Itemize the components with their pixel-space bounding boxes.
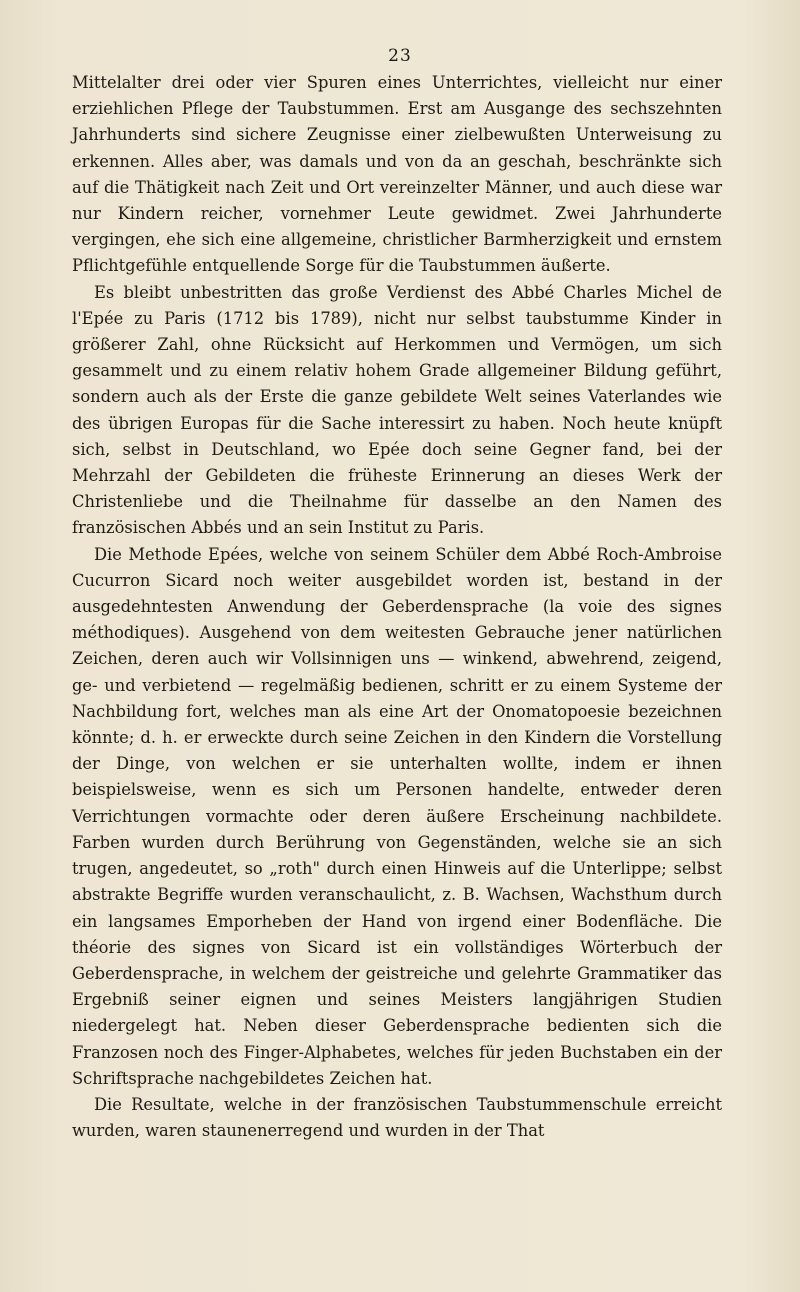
paragraph-1: Mittelalter drei oder vier Spuren eines Unterrichtes, vielleicht nur einer erziehlichen Pflege der Taubstummen. Erst am Ausgange des sechszehnten Jahrhunderts sind sichere Zeugnisse einer zielbewußten Unterweisung zu erkennen. Alles aber, was damals und von da an geschah, beschränkte sich auf die Thätigkeit nach Zeit und Ort vereinzelter Männer, und auch diese war nur Kindern reicher, vornehmer Leute gewidmet. Zwei Jahrhunderte vergingen, ehe sich eine allgemeine, christlicher Barmherzigkeit und ernstem Pflichtgefühle entquellende Sorge für die Taubstummen äußerte. [72,73,722,276]
paragraph-2: Es bleibt unbestritten das große Verdienst des Abbé Charles Michel de l'Epée zu Paris (1712 bis 1789), nicht nur selbst taubstumme Kinder in größerer Zahl, ohne Rücksicht auf Herkommen und Vermögen, um sich gesammelt und zu einem relativ hohem Grade allgemeiner Bildung geführt, sondern auch als der Erste die ganze gebildete Welt seines Vaterlandes wie des übrigen Europas für die Sache interessirt zu haben. Noch heute knüpft sich, selbst in Deutschland, wo Epée doch seine Gegner fand, bei der Mehrzahl der Gebildeten die früheste Erinnerung an dieses Werk der Christenliebe und die Theilnahme für dasselbe an den Namen des französischen Abbés und an sein Institut zu Paris. [72,282,722,538]
body-text [72,70,722,1144]
page-number: 23 [388,46,412,66]
paragraph-4: Die Resultate, welche in der französischen Taubstummenschule erreicht wurden, waren staunenerregend und wurden in der That [72,1094,722,1141]
paragraph-3: Die Methode Epées, welche von seinem Schüler dem Abbé Roch-Ambroise Cucurron Sicard noch weiter ausgebildet worden ist, bestand in der ausgedehntesten Anwendung der Geberdensprache (la voie des signes méthodiques). Ausgehend von dem weitesten Gebrauche jener natürlichen Zeichen, deren auch wir Vollsinnigen uns — winkend, abwehrend, zeigend, ge- und verbietend — regelmäßig bedienen, schritt er zu einem Systeme der Nachbildung fort, welches man als eine Art der Onomatopoesie bezeichnen könnte; d. h. er erweckte durch seine Zeichen in den Kindern die Vorstellung der Dinge, von welchen er sie unterhalten wollte, indem er ihnen beispielsweise, wenn es sich um Personen handelte, entweder deren Verrichtungen vormachte oder deren äußere Erscheinung nachbildete. Farben wurden durch Berührung von Gegenständen, welche sie an sich trugen, angedeutet, so „roth" durch einen Hinweis auf die Unterlippe; selbst abstrakte Begriffe wurden veranschaulicht, z. B. Wachsen, Wachsthum durch ein langsames Emporheben der Hand von irgend einer Bodenfläche. Die théorie des signes von Sicard ist ein vollständiges Wörterbuch der Geberdensprache, in welchem der geistreiche und gelehrte Grammatiker das Ergebniß seiner eignen und seines Meisters langjährigen Studien niedergelegt hat. Neben dieser Geberdensprache bedienten sich die Franzosen noch des Finger-Alphabetes, welches für jeden Buchstaben ein der Schriftsprache nachgebildetes Zeichen hat. [72,544,722,1088]
